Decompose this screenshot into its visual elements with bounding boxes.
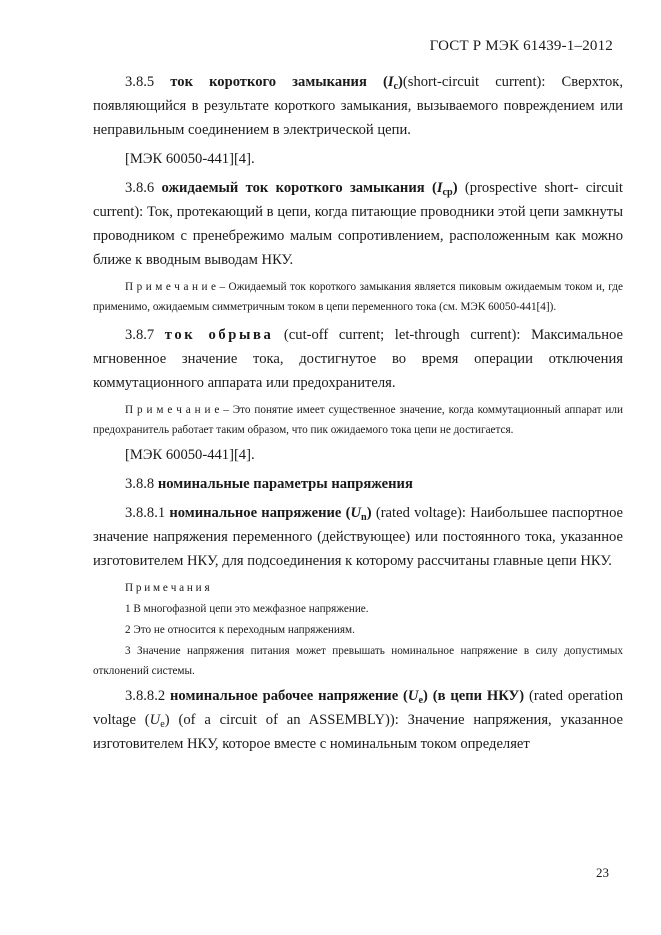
term-bold: ожидаемый ток короткого замыкания $(I_{cp})$ bbox=[161, 180, 458, 198]
note-label: П р и м е ч а н и е bbox=[125, 281, 216, 293]
term-bold: ток обрыва bbox=[164, 327, 274, 343]
section-number: 3.8.8.2 bbox=[125, 688, 171, 704]
definition-text: (rated voltage): Наибольшее паспортное значение напряжения переменного (действующее) или постоянного тока, указанное изготовителем НКУ, для подсоединения к которому рассчитаны главные цепи НКУ. bbox=[93, 505, 624, 569]
section-number: 3.8.6 bbox=[125, 180, 162, 196]
note-3-8-7 bbox=[93, 400, 623, 440]
section-number: 3.8.8 bbox=[125, 476, 158, 492]
note-text: – Это понятие имеет существенное значение, когда коммутационный аппарат или предохранитель работает таким образом, что пик ожидаемого тока цепи не достигается. bbox=[93, 404, 623, 436]
section-number: 3.8.7 bbox=[125, 327, 165, 343]
page-header: ГОСТ Р МЭК 61439-1–2012 bbox=[429, 38, 613, 54]
section-3-8-6 bbox=[93, 176, 623, 272]
definition-text: (cut-off current; let-through current): Максимальное мгновенное значение тока, достигнутое во время операции отключения коммутационного аппарата или предохранителя. bbox=[93, 327, 623, 391]
reference-3-8-7: [МЭК 60050-441][4]. bbox=[125, 447, 255, 463]
page-number: 23 bbox=[596, 865, 609, 880]
section-number: 3.8.5 bbox=[125, 74, 171, 90]
note-3: 3 Значение напряжения питания может превышать номинальное напряжение в силу допустимых отклонений системы. bbox=[93, 645, 623, 677]
document-body bbox=[93, 70, 623, 761]
reference-3-8-5: [МЭК 60050-441][4]. bbox=[125, 151, 255, 167]
note-1: 1 В многофазной цепи это межфазное напряжение. bbox=[125, 603, 369, 615]
section-3-8-8-2: 3.8.8.2 номинальное рабочее напряжение $(U_e)$ (в цепи НКУ) (rated operation voltage $(U_e)$ (of a circuit of an ASSEMBLY)): Значение напряжения, указанное изготовителем НКУ, которое вместе с номинальным током определяет bbox=[93, 688, 624, 752]
notes-label: П р и м е ч а н и я bbox=[125, 582, 210, 594]
term-bold: номинальное рабочее напряжение $(U_e)$ (в цепи НКУ) bbox=[170, 688, 525, 706]
note-text: – Ожидаемый ток короткого замыкания является пиковым ожидаемым током и, где применимо, ожидаемым симметричным током в цепи переменного тока (см. МЭК 60050-441[4]). bbox=[93, 281, 623, 313]
definition-text: (short-circuit current): Сверхток, появляющийся в результате короткого замыкания, вызываемого повреждением или неправильным соединением в электрической цепи. bbox=[93, 74, 624, 138]
section-3-8-7 bbox=[93, 323, 623, 395]
section-number: 3.8.8.1 bbox=[125, 505, 170, 521]
definition-text: (prospective short- circuit current): Ток, протекающий в цепи, когда питающие проводники этой цепи замкнуты проводником с пренебрежимо малым сопротивлением, расположенным как можно ближе к вводным выводам НКУ. bbox=[93, 180, 623, 268]
section-3-8-8 bbox=[93, 472, 623, 496]
term-bold: номинальное напряжение $(U_n)$ bbox=[169, 505, 372, 523]
section-3-8-8-1 bbox=[93, 501, 623, 573]
note-label: П р и м е ч а н и е bbox=[125, 404, 220, 416]
section-3-8-5 bbox=[93, 70, 623, 142]
definition-text-cont: ) (of a circuit of an ASSEMBLY)): Значение напряжения, указанное изготовителем НКУ, которое вместе с номинальным током определяет bbox=[93, 712, 623, 752]
note-2: 2 Это не относится к переходным напряжениям. bbox=[125, 624, 355, 636]
note-3-8-6 bbox=[93, 277, 623, 317]
definition-text: (rated operation voltage ( bbox=[93, 688, 624, 728]
term-bold: номинальные параметры напряжения bbox=[157, 476, 413, 492]
term-bold: ток короткого замыкания $(I_c)$ bbox=[170, 74, 403, 92]
